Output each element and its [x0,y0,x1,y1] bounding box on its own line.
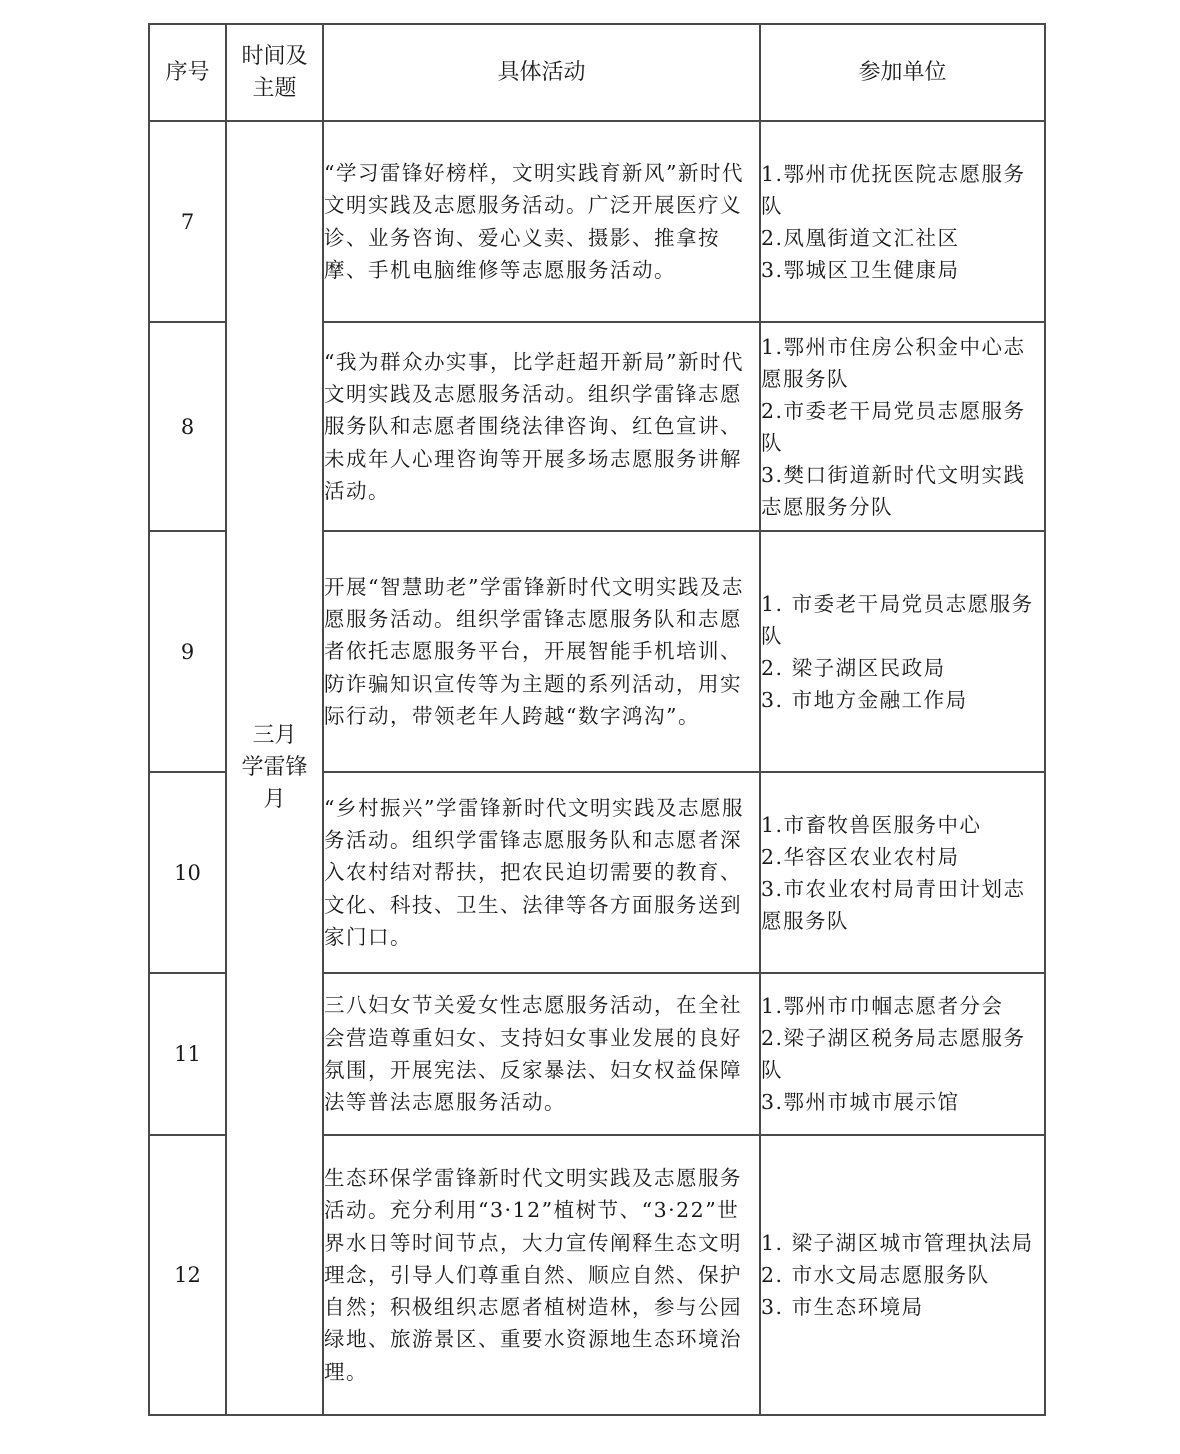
theme-line: 三月 [252,723,297,748]
unit-item: 1. 梁子湖区城市管理执法局 [761,1231,1034,1255]
header-time-theme-line2: 主题 [252,75,297,101]
row-number: 12 [149,1135,226,1415]
activity-text: “乡村振兴”学雷锋新时代文明实践及志愿服务活动。组织学雷锋志愿服务队和志愿者深入农村结对帮扶，把农民迫切需要的教育、文化、科技、卫生、法律等各方面服务送到家门口。 [323,772,760,973]
header-row [149,24,1045,121]
unit-item: 1.鄂州市住房公积金中心志愿服务队 [761,334,1026,391]
row-number: 10 [149,772,226,973]
unit-item: 3.樊口街道新时代文明实践志愿服务分队 [761,462,1026,519]
header-units: 参加单位 [760,24,1045,121]
units-cell [760,121,1045,322]
unit-item: 2.华容区农业农村局 [761,844,960,869]
units-cell [760,1135,1045,1415]
table-row [149,121,1045,322]
unit-item: 2. 梁子湖区民政局 [761,655,946,680]
units-cell [760,531,1045,772]
theme-cell [226,121,323,1415]
activity-text: “我为群众办实事，比学赶超开新局”新时代文明实践及志愿服务活动。组织学雷锋志愿服务队和志愿者围绕法律咨询、红色宣讲、未成年人心理咨询等开展多场志愿服务讲解活动。 [323,322,760,531]
units-cell [760,772,1045,973]
row-number: 11 [149,973,226,1135]
activity-text: 开展“智慧助老”学雷锋新时代文明实践及志愿服务活动。组织学雷锋志愿服务队和志愿者依托志愿服务平台，开展智能手机培训、防诈骗知识宣传等为主题的系列活动，用实际行动，带领老年人跨越“数字鸿沟”。 [323,531,760,772]
row-number: 9 [149,531,226,772]
theme-line: 月 [263,787,286,812]
unit-item: 3.市农业农村局青田计划志愿服务队 [761,876,1026,933]
activity-text: 生态环保学雷锋新时代文明实践及志愿服务活动。充分利用“3·12”植树节、“3·22”世界水日等时间节点，大力宣传阐释生态文明理念，引导人们尊重自然、顺应自然、保护自然；积极组织志愿者植树造林，参与公园绿地、旅游景区、重要水资源地生态环境治理。 [323,1135,760,1415]
activity-table [148,23,1046,1416]
unit-item: 3. 市地方金融工作局 [761,687,968,712]
header-activity: 具体活动 [323,24,760,121]
header-time-theme-line1: 时间及 [241,43,308,69]
unit-item: 2.市委老干局党员志愿服务队 [761,398,1026,455]
activity-text: 三八妇女节关爱女性志愿服务活动，在全社会营造尊重妇女、支持妇女事业发展的良好氛围，开展宪法、反家暴法、妇女权益保障法等普法志愿服务活动。 [323,973,760,1135]
header-no: 序号 [149,24,226,121]
unit-item: 2.梁子湖区税务局志愿服务队 [761,1026,1026,1082]
row-number: 7 [149,121,226,322]
unit-item: 3.鄂州市城市展示馆 [761,1090,960,1114]
unit-item: 3. 市生态环境局 [761,1295,924,1319]
unit-item: 1. 市委老干局党员志愿服务队 [761,591,1034,648]
unit-item: 1.市畜牧兽医服务中心 [761,812,982,837]
units-cell [760,322,1045,531]
activity-text: “学习雷锋好榜样，文明实践育新风”新时代文明实践及志愿服务活动。广泛开展医疗义诊、业务咨询、爱心义卖、摄影、推拿按摩、手机电脑维修等志愿服务活动。 [323,121,760,322]
row-number: 8 [149,322,226,531]
unit-item: 1.鄂州市优抚医院志愿服务队 [761,161,1026,218]
unit-item: 1.鄂州市巾帼志愿者分会 [761,994,1004,1018]
unit-item: 2.凤凰街道文汇社区 [761,225,960,250]
unit-item: 2. 市水文局志愿服务队 [761,1263,990,1287]
header-time-theme [226,24,323,121]
theme-line: 学雷锋 [241,755,308,780]
units-cell [760,973,1045,1135]
unit-item: 3.鄂城区卫生健康局 [761,257,960,282]
